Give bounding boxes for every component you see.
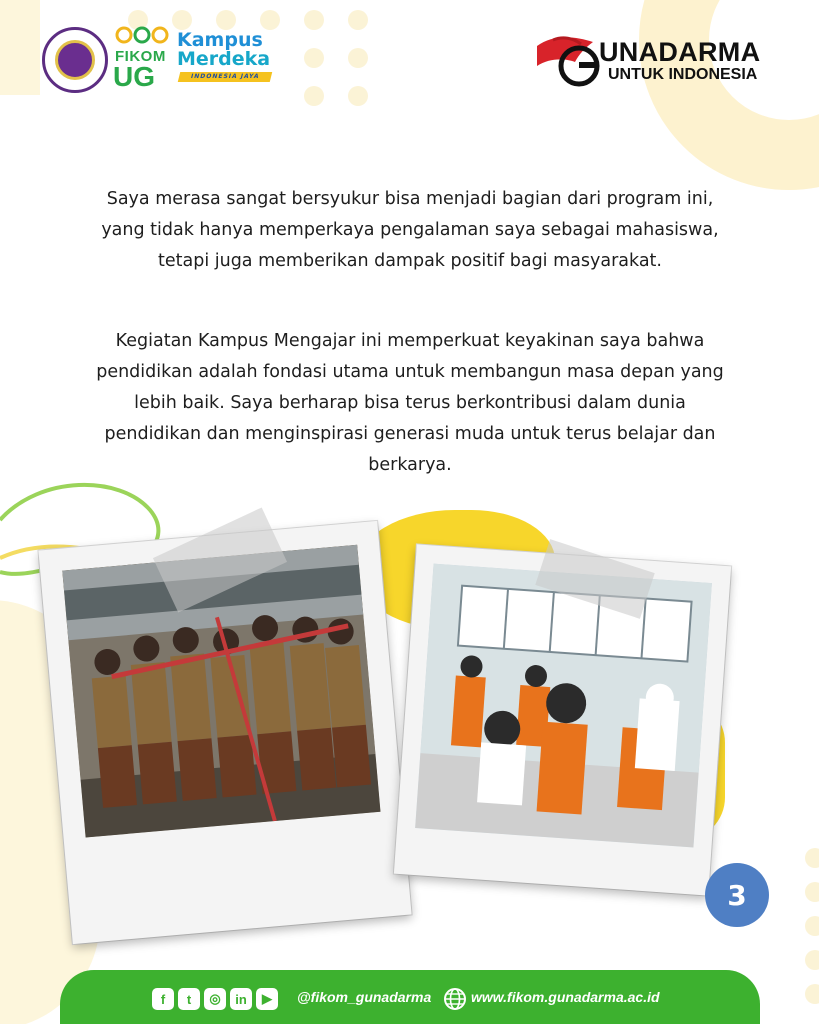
page-number-badge: 3 <box>705 863 769 927</box>
reflection-paragraph-1: Saya merasa sangat bersyukur bisa menjadi bagian dari program ini, yang tidak hanya memperkaya pengalaman saya sebagai mahasiswa, tetapi juga memberikan dampak positif bagi masyarakat. <box>101 189 719 271</box>
gunadarma-untuk-indonesia-logo <box>535 30 790 90</box>
kampus-merdeka-line2: Merdeka <box>177 48 271 70</box>
fikom-ug-logo <box>113 24 173 94</box>
polaroid-photo-frame-2 <box>394 544 731 895</box>
kampus-merdeka-tagline: INDONESIA JAYA <box>178 72 272 82</box>
kampus-merdeka-logo <box>177 30 277 86</box>
facebook-icon[interactable]: f <box>152 988 174 1010</box>
universitas-gunadarma-seal <box>42 27 108 93</box>
cream-corner-strip <box>0 0 40 95</box>
gunadarma-tagline: UNTUK INDONESIA <box>608 66 758 83</box>
ug-label: UG <box>113 61 155 92</box>
kampus-merdeka-line1: Kampus <box>177 29 263 51</box>
cream-arc-decoration <box>639 0 819 190</box>
globe-icon <box>443 987 467 1011</box>
students-classroom-photo <box>415 564 712 848</box>
youtube-icon[interactable]: ▶ <box>256 988 278 1010</box>
reflection-paragraph-2: Kegiatan Kampus Mengajar ini memperkuat keyakinan saya bahwa pendidikan adalah fondasi utama untuk membangun masa depan yang lebih baik. Saya berharap bisa terus berkontribusi dalam dunia pendidikan dan menginspirasi generasi muda untuk terus belajar dan berkarya. <box>96 331 724 475</box>
gunadarma-name: UNADARMA <box>599 37 761 67</box>
footer-bar <box>60 970 760 1024</box>
linkedin-icon[interactable]: in <box>230 988 252 1010</box>
instagram-icon[interactable]: ◎ <box>204 988 226 1010</box>
social-handle[interactable]: @fikom_gunadarma <box>297 989 432 1005</box>
website-link[interactable]: www.fikom.gunadarma.ac.id <box>471 989 660 1005</box>
twitter-icon[interactable]: t <box>178 988 200 1010</box>
social-icons <box>152 988 278 1010</box>
fikom-label: FIKOM <box>115 48 166 65</box>
